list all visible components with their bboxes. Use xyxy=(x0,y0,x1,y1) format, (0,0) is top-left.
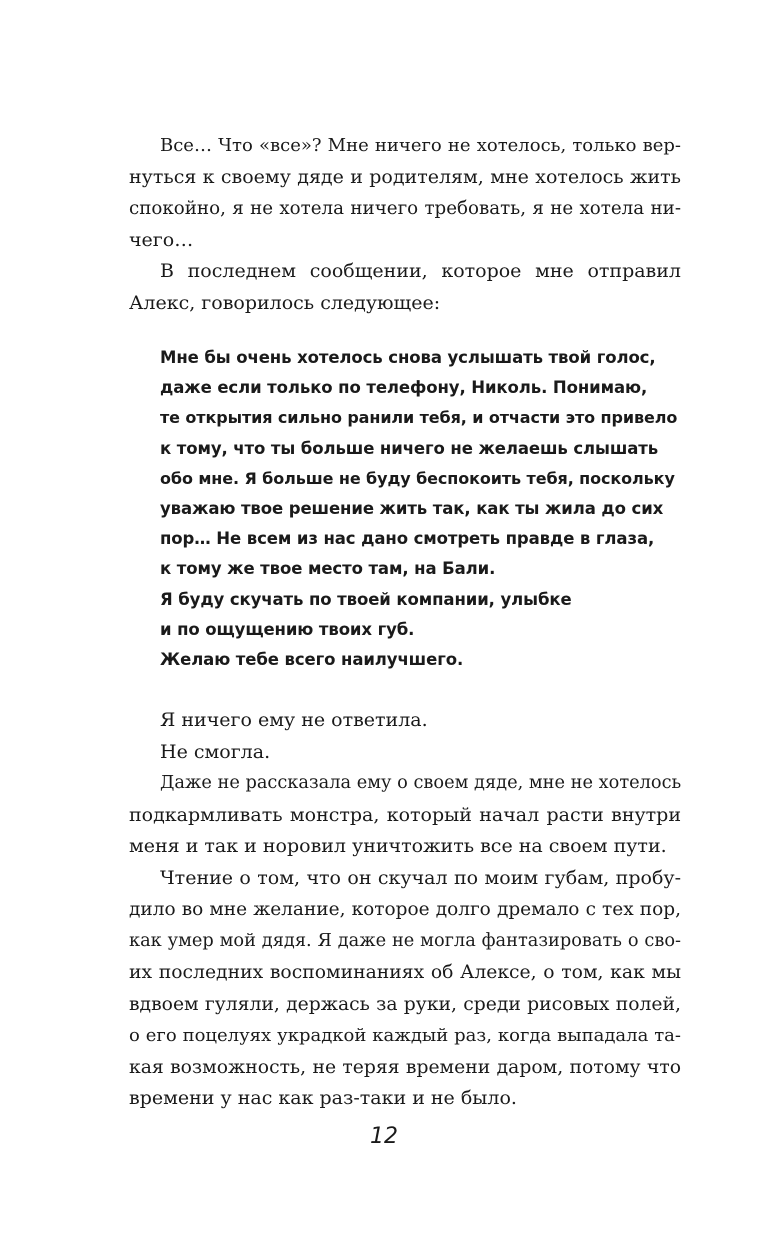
paragraph-2 xyxy=(129,256,681,319)
quote-line: пор… Не всем из нас дано смотреть правде в глаза, xyxy=(160,529,655,549)
text-line: о его поцелуях украдкой каждый раз, когда выпадала та- xyxy=(129,1025,681,1047)
text-line: Чтение о том, что он скучал по моим губам, пробу- xyxy=(160,866,681,889)
text-line: чего… xyxy=(129,228,194,251)
text-line: В последнем сообщении, которое мне отправил xyxy=(160,260,681,282)
text-line: нуться к своему дяде и родителям, мне хотелось жить xyxy=(129,165,681,188)
quote-line: даже если только по телефону, Николь. Понимаю, xyxy=(160,378,648,398)
quote-line: Мне бы очень хотелось снова услышать твой голос, xyxy=(160,348,656,367)
quote-line: те открытия сильно ранили тебя, и отчасти это привело xyxy=(160,408,678,428)
paragraph-5 xyxy=(129,768,681,863)
quoted-message xyxy=(129,343,681,675)
quote-line: Я буду скучать по твоей компании, улыбке xyxy=(160,589,572,609)
text-line: вдвоем гуляли, держась за руки, среди рисовых полей, xyxy=(129,993,681,1015)
text-line: дило во мне желание, которое долго дремало с тех пор, xyxy=(129,899,681,921)
text-line: подкармливать монстра, который начал расти внутри xyxy=(129,803,681,826)
paragraph-3: Я ничего ему не ответила. xyxy=(160,709,428,732)
paragraph-4: Не смогла. xyxy=(160,740,271,763)
text-line: Алекс, говорилось следующее: xyxy=(129,291,441,314)
page-body xyxy=(129,130,681,1115)
text-line: Даже не рассказала ему о своем дяде, мне не хотелось xyxy=(160,773,682,794)
quote-line: обо мне. Я больше не буду беспокоить тебя, поскольку xyxy=(160,468,675,488)
text-line: меня и так и норовил уничтожить все на своем пути. xyxy=(129,835,667,858)
quote-line: к тому, что ты больше ничего не желаешь слышать xyxy=(160,438,659,458)
text-line: Все… Что «все»? Мне ничего не хотелось, только вер- xyxy=(160,135,681,156)
text-line: спокойно, я не хотела ничего требовать, я не хотела ни- xyxy=(129,198,681,219)
text-line: их последних воспоминаниях об Алексе, о том, как мы xyxy=(129,962,681,984)
text-line: кая возможность, не теряя времени даром, потому что xyxy=(129,1056,681,1078)
paragraph-1 xyxy=(129,130,681,256)
text-line: как умер мой дядя. Я даже не могла фантазировать о сво- xyxy=(129,930,681,951)
quote-line: и по ощущению твоих губ. xyxy=(160,619,415,639)
text-line: времени у нас как раз-таки и не было. xyxy=(129,1087,517,1110)
quote-line: Желаю тебе всего наилучшего. xyxy=(160,649,464,669)
page-number: 12 xyxy=(370,1124,398,1149)
quote-line: уважаю твое решение жить так, как ты жила до сих xyxy=(160,498,664,518)
paragraph-6 xyxy=(129,863,681,1115)
quote-line: к тому же твое место там, на Бали. xyxy=(160,559,496,579)
